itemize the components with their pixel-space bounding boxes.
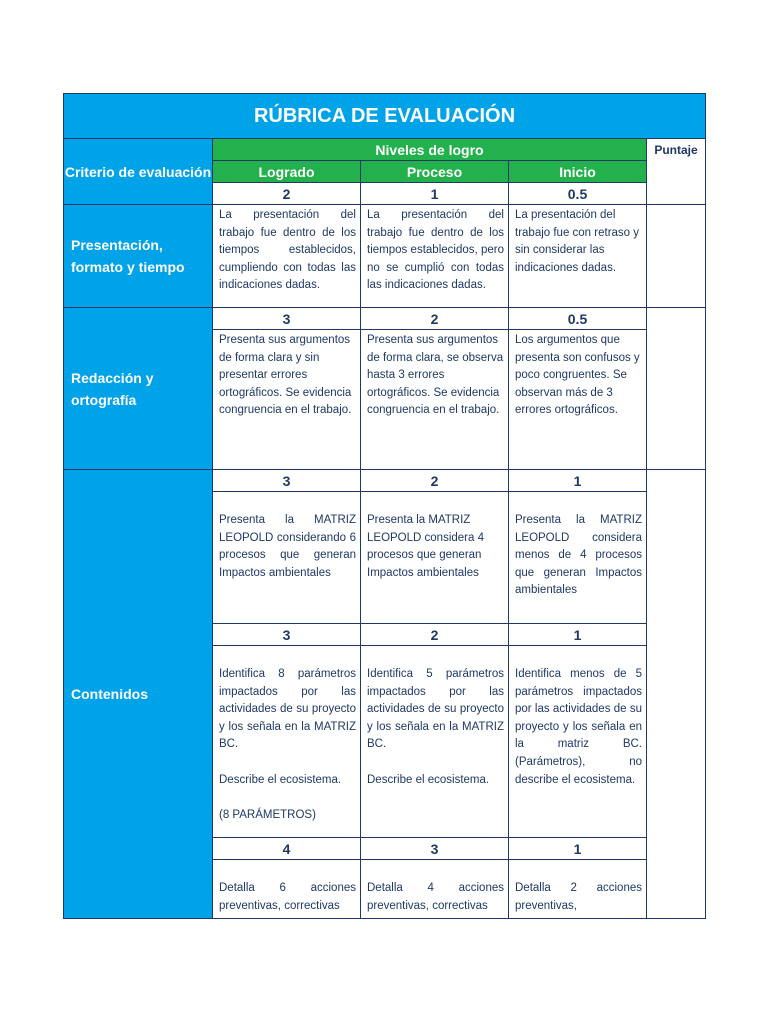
descriptor-note: (8 PARÁMETROS) (219, 808, 316, 821)
score-value: 1 (509, 624, 647, 646)
rubric-table (63, 93, 706, 919)
score-value: 2 (361, 624, 509, 646)
score-value: 0.5 (509, 183, 647, 205)
score-input-cell (647, 470, 706, 919)
score-value: 3 (361, 838, 509, 860)
descriptor-text: Identifica 8 parámetros impactados por las actividades de su proyecto y los señala en la MATRIZ BC. (219, 668, 356, 751)
criteria-header: Criterio de evaluación (64, 139, 213, 205)
criterion-redaccion: Redacción y ortografía (64, 308, 213, 470)
score-value: 1 (509, 470, 647, 492)
descriptor-cell: Presenta la MATRIZ LEOPOLD considera 4 procesos que generan Impactos ambientales (361, 492, 509, 624)
score-value: 3 (213, 624, 361, 646)
descriptor-text: Describe el ecosistema. (219, 773, 342, 786)
descriptor-cell: Detalla 6 acciones preventivas, correctivas (213, 860, 361, 919)
score-value: 2 (361, 308, 509, 330)
level-logrado: Logrado (213, 161, 361, 183)
descriptor-cell: Presenta sus argumentos de forma clara, se observa hasta 3 errores ortográficos. Se evidencia congruencia en el trabajo. (361, 330, 509, 470)
criterion-contenidos: Contenidos (64, 470, 213, 919)
score-input-cell (647, 308, 706, 470)
descriptor-cell: Presenta sus argumentos de forma clara y sin presentar errores ortográficos. Se evidencia congruencia en el trabajo. (213, 330, 361, 470)
descriptor-cell: Detalla 2 acciones preventivas, (509, 860, 647, 919)
descriptor-cell: Presenta la MATRIZ LEOPOLD considera menos de 4 procesos que generan Impactos ambientales (509, 492, 647, 624)
level-inicio: Inicio (509, 161, 647, 183)
score-value: 1 (361, 183, 509, 205)
level-proceso: Proceso (361, 161, 509, 183)
rubric-title: RÚBRICA DE EVALUACIÓN (64, 94, 706, 139)
descriptor-text: Identifica 5 parámetros impactados por las actividades de su proyecto y los señala en la MATRIZ BC. (367, 668, 504, 751)
descriptor-cell: Los argumentos que presenta son confusos y poco congruentes. Se observan más de 3 errores ortográficos. (509, 330, 647, 470)
descriptor-cell (213, 646, 361, 838)
criterion-presentacion: Presentación, formato y tiempo (64, 205, 213, 308)
score-value: 4 (213, 838, 361, 860)
levels-header: Niveles de logro (213, 139, 647, 161)
descriptor-cell: Detalla 4 acciones preventivas, correctivas (361, 860, 509, 919)
descriptor-cell (361, 646, 509, 838)
score-header: Puntaje (647, 139, 706, 205)
score-value: 1 (509, 838, 647, 860)
score-value: 3 (213, 470, 361, 492)
score-value: 2 (213, 183, 361, 205)
score-value: 3 (213, 308, 361, 330)
descriptor-cell: Identifica menos de 5 parámetros impactados por las actividades de su proyecto y los señala en la matriz BC. (Parámetros), no describe el ecosistema. (509, 646, 647, 838)
descriptor-text: Describe el ecosistema. (367, 773, 490, 786)
descriptor-cell: La presentación del trabajo fue dentro de los tiempos establecidos, cumpliendo con todas las indicaciones dadas. (213, 205, 361, 308)
score-input-cell (647, 205, 706, 308)
descriptor-cell: La presentación del trabajo fue con retraso y sin considerar las indicaciones dadas. (509, 205, 647, 308)
descriptor-cell: Presenta la MATRIZ LEOPOLD considerando 6 procesos que generan Impactos ambientales (213, 492, 361, 624)
score-value: 0.5 (509, 308, 647, 330)
descriptor-cell: La presentación del trabajo fue dentro de los tiempos establecidos, pero no se cumplió con todas las indicaciones dadas. (361, 205, 509, 308)
score-value: 2 (361, 470, 509, 492)
